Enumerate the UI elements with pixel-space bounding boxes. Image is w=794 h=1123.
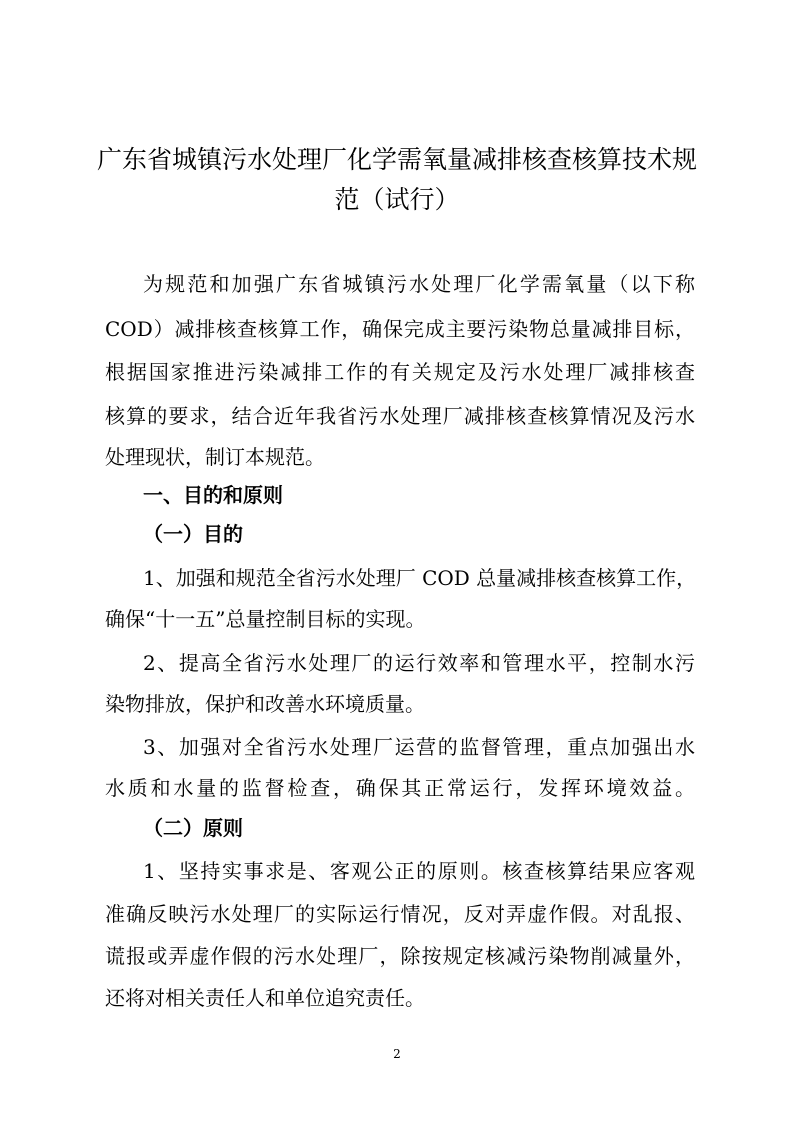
intro-paragraph-line-3: 根据国家推进污染减排工作的有关规定及污水处理厂减排核查 xyxy=(105,360,695,384)
principle-item-1-line-4: 还将对相关责任人和单位追究责任。 xyxy=(105,986,425,1010)
purpose-item-1-line-2: 确保“十一五”总量控制目标的实现。 xyxy=(105,607,426,631)
intro-paragraph-line-4: 核算的要求，结合近年我省污水处理厂减排核查核算情况及污水 xyxy=(105,404,695,428)
purpose-item-2-line-2: 染物排放，保护和改善水环境质量。 xyxy=(105,692,425,716)
principle-item-1-line-1: 1、坚持实事求是、客观公正的原则。核查核算结果应客观 xyxy=(143,859,695,883)
document-title-line-2: 范（试行） xyxy=(334,185,460,214)
page-number: 2 xyxy=(393,1047,401,1061)
intro-paragraph-line-5: 处理现状，制订本规范。 xyxy=(105,445,325,469)
purpose-item-2-line-1: 2、提高全省污水处理厂的运行效率和管理水平，控制水污 xyxy=(143,651,695,675)
subsection-heading-principles: （二）原则 xyxy=(143,816,243,840)
intro-paragraph-line-1: 为规范和加强广东省城镇污水处理厂化学需氧量（以下称 xyxy=(143,272,695,296)
subsection-heading-purpose: （一）目的 xyxy=(143,522,243,546)
purpose-item-3-line-2: 水质和水量的监督检查，确保其正常运行，发挥环境效益。 xyxy=(105,776,695,800)
principle-item-1-line-3: 谎报或弄虚作假的污水处理厂，除按规定核减污染物削减量外， xyxy=(105,944,695,968)
document-title-line-1: 广东省城镇污水处理厂化学需氧量减排核查核算技术规 xyxy=(96,145,697,174)
purpose-item-1-line-1: 1、加强和规范全省污水处理厂 COD 总量减排核查核算工作， xyxy=(143,566,697,590)
intro-paragraph-line-2: COD）减排核查核算工作，确保完成主要污染物总量减排目标， xyxy=(105,317,695,341)
principle-item-1-line-2: 准确反映污水处理厂的实际运行情况，反对弄虚作假。对乱报、 xyxy=(105,902,695,926)
section-heading-purpose-principles: 一、目的和原则 xyxy=(143,483,283,507)
purpose-item-3-line-1: 3、加强对全省污水处理厂运营的监督管理，重点加强出水 xyxy=(143,735,695,759)
